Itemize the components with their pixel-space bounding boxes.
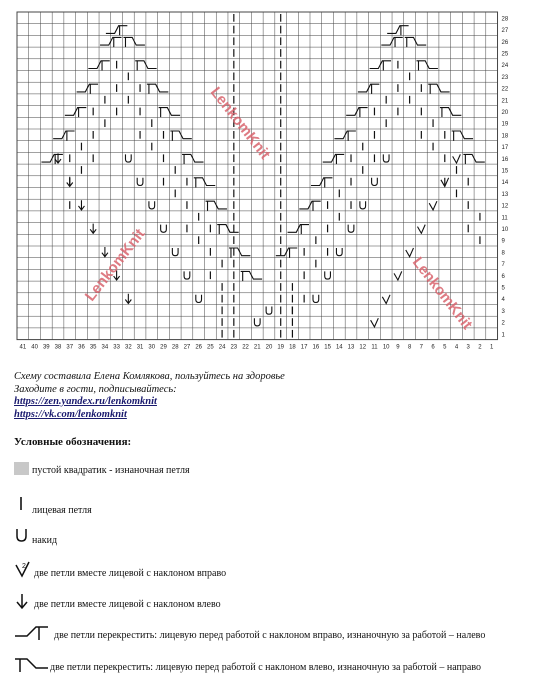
column-number: 37 xyxy=(66,344,74,351)
yarnover-stitch xyxy=(336,248,342,256)
cross-right-stitch xyxy=(387,26,408,36)
column-number: 5 xyxy=(443,344,447,351)
row-number: 24 xyxy=(501,63,509,70)
k2tog-left-stitch xyxy=(78,200,84,210)
column-number: 12 xyxy=(359,344,367,351)
row-number: 10 xyxy=(501,227,509,234)
k2tog-right-stitch xyxy=(417,225,425,234)
row-numbers xyxy=(502,16,509,338)
k2tog-right-stitch xyxy=(394,271,402,280)
row-number: 8 xyxy=(501,250,505,257)
row-number: 9 xyxy=(501,238,505,245)
column-number: 3 xyxy=(466,344,470,351)
credits-author: Схему составила Елена Комлякова, пользуйтесь на здоровье xyxy=(14,371,285,382)
k2tog-left-stitch xyxy=(90,224,96,234)
column-number: 8 xyxy=(407,344,412,351)
k2tog-right-stitch xyxy=(453,154,461,163)
yarnover-stitch xyxy=(254,318,260,326)
vk-link[interactable]: https://vk.com/lenkomknit xyxy=(14,408,127,420)
row-number: 13 xyxy=(501,191,509,198)
column-number: 27 xyxy=(183,344,191,351)
yarnover-stitch xyxy=(196,295,202,303)
column-number: 28 xyxy=(171,344,179,351)
column-number: 20 xyxy=(265,344,273,351)
column-number: 19 xyxy=(277,344,285,351)
column-number: 33 xyxy=(113,344,120,351)
k2tog-left-stitch xyxy=(125,294,131,304)
svg-text:2: 2 xyxy=(22,563,26,570)
row-number: 28 xyxy=(501,16,509,23)
k2tog-left-stitch xyxy=(102,247,108,257)
column-number: 38 xyxy=(54,344,62,351)
yarnover-stitch xyxy=(348,225,354,233)
row-number: 16 xyxy=(501,156,509,163)
column-number: 41 xyxy=(19,344,27,351)
column-number: 1 xyxy=(489,344,494,351)
column-number: 6 xyxy=(431,344,435,351)
yarnover-stitch xyxy=(372,178,378,186)
column-number: 15 xyxy=(324,344,331,351)
row-number: 7 xyxy=(501,262,505,269)
column-number: 17 xyxy=(300,344,308,351)
yarnover-stitch xyxy=(125,154,131,162)
column-number: 7 xyxy=(419,344,424,351)
watermark-1: LenkomKnit xyxy=(81,225,149,305)
row-number: 21 xyxy=(501,98,509,105)
row-number: 11 xyxy=(501,215,508,222)
u-shape-icon xyxy=(14,527,30,543)
column-number: 11 xyxy=(371,344,378,351)
down-arrow-icon xyxy=(14,593,32,611)
watermark-2: LenkomKnit xyxy=(206,83,274,163)
k2tog-right-stitch xyxy=(371,318,379,327)
row-number: 12 xyxy=(501,203,509,210)
column-number: 22 xyxy=(242,344,249,351)
watermark-3: LenkomKnit xyxy=(408,253,476,333)
yarnover-stitch xyxy=(383,154,389,162)
column-number: 14 xyxy=(335,344,343,351)
column-number: 25 xyxy=(207,344,214,351)
column-number: 18 xyxy=(289,344,296,351)
yarnover-stitch xyxy=(184,271,190,279)
row-number: 23 xyxy=(501,74,509,81)
row-number: 3 xyxy=(501,308,505,315)
column-numbers xyxy=(20,345,494,351)
yarnover-stitch xyxy=(172,248,178,256)
yarnover-stitch xyxy=(325,271,331,279)
legend-title: Условные обозначения: xyxy=(14,436,132,448)
row-number: 1 xyxy=(501,332,505,339)
row-number: 27 xyxy=(501,28,509,35)
column-number: 39 xyxy=(42,344,50,351)
v-two-icon xyxy=(14,560,32,578)
row-number: 26 xyxy=(501,39,509,46)
row-number: 15 xyxy=(501,168,509,175)
column-number: 36 xyxy=(78,344,85,351)
column-number: 26 xyxy=(195,344,203,351)
yarnover-stitch xyxy=(360,201,366,209)
row-number: 20 xyxy=(501,110,509,117)
column-number: 35 xyxy=(89,344,97,351)
column-number: 30 xyxy=(148,344,156,351)
row-number: 18 xyxy=(501,133,509,140)
column-number: 31 xyxy=(136,344,144,351)
row-number: 6 xyxy=(501,273,505,280)
column-number: 40 xyxy=(31,344,38,351)
column-number: 32 xyxy=(124,344,132,351)
column-number: 29 xyxy=(160,344,167,351)
yarnover-stitch xyxy=(137,178,143,186)
column-number: 24 xyxy=(218,344,226,351)
column-number: 23 xyxy=(230,344,238,351)
cross-left-icon xyxy=(14,656,54,674)
row-number: 22 xyxy=(501,86,509,93)
row-number: 25 xyxy=(501,51,509,58)
yarnover-stitch xyxy=(313,295,319,303)
row-number: 14 xyxy=(501,180,509,187)
k2tog-right-stitch xyxy=(382,295,390,304)
column-number: 10 xyxy=(382,344,390,351)
row-number: 17 xyxy=(501,145,509,152)
column-number: 9 xyxy=(396,344,400,351)
cross-right-icon xyxy=(14,624,54,642)
row-number: 19 xyxy=(501,121,509,128)
row-number: 4 xyxy=(501,297,505,304)
vertical-bar-icon xyxy=(14,496,30,512)
yarnover-stitch xyxy=(266,307,272,315)
row-number: 5 xyxy=(501,285,505,292)
row-number: 2 xyxy=(501,320,505,327)
k2tog-right-stitch xyxy=(406,248,414,257)
yarnover-stitch xyxy=(149,201,155,209)
cross-right-stitch xyxy=(106,26,127,36)
column-number: 34 xyxy=(101,344,109,351)
column-number: 13 xyxy=(347,344,355,351)
column-number: 16 xyxy=(312,344,320,351)
column-number: 2 xyxy=(478,344,482,351)
column-number: 21 xyxy=(253,344,261,351)
k2tog-right-stitch xyxy=(429,201,437,210)
yarnover-stitch xyxy=(161,225,167,233)
gray-square-icon xyxy=(14,462,29,475)
zen-link[interactable]: https://zen.yandex.ru/lenkomknit xyxy=(14,396,157,407)
column-number: 4 xyxy=(454,344,459,351)
k2tog-left-stitch xyxy=(67,177,73,187)
credits-invite: Заходите в гости, подписывайтесь: xyxy=(14,383,177,395)
credits-block xyxy=(14,371,534,421)
